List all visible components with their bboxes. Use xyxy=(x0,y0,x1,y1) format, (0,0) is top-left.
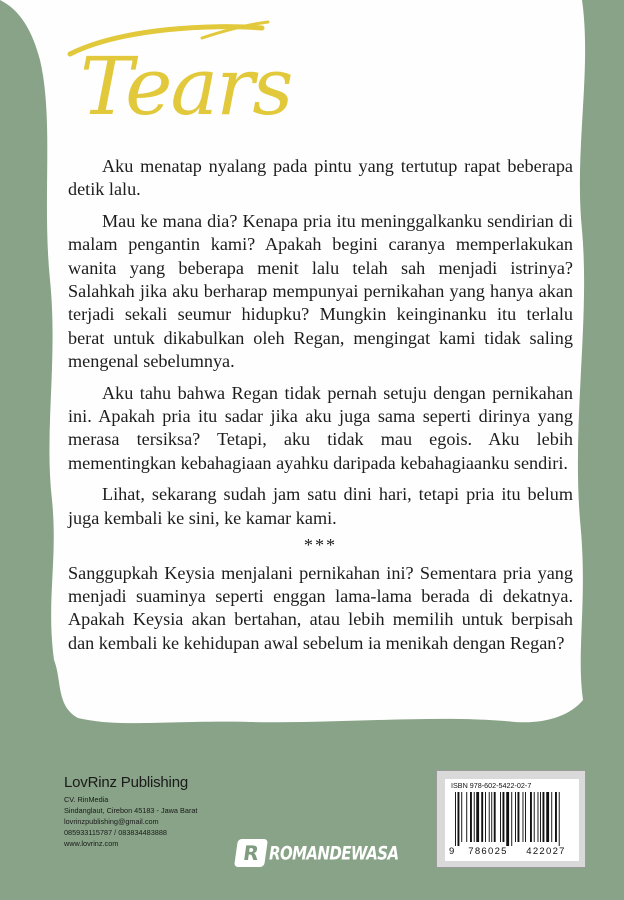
barcode-bar xyxy=(530,792,532,842)
barcode-bar xyxy=(489,792,490,842)
isbn-digit-group-left: 786025 xyxy=(468,846,508,857)
barcode-bar xyxy=(551,792,552,842)
barcode-bar xyxy=(543,792,545,842)
book-title-logo xyxy=(62,14,322,134)
barcode-bar xyxy=(466,792,467,842)
barcode-bar xyxy=(555,792,557,842)
isbn-digit-group-right: 422027 xyxy=(526,846,566,857)
blurb-paragraph: Aku tahu bahwa Regan tidak pernah setuju dengan pernikahan ini. Apakah pria itu sadar jika aku juga sama seperti dirinya yang merasa tersiksa? Tetapi, aku tidak mau egois. Aku lebih mementingkan kebahagiaan ayahku daripada kebahagiaanku sendiri. xyxy=(68,382,573,473)
blurb-paragraph: Mau ke mana dia? Kenapa pria itu meninggalkanku sendirian di malam pengantin kami? Apakah begini caranya memperlakukan wanita yang beberapa menit lalu telah sah menjadi istrinya? Salahkah jika aku berharap mempunyai pernikahan yang hanya akan terjadi sekali seumur hidupku? Mungkin keinginanku itu terlalu berat untuk dikabulkan oleh Regan, mengingat kami tidak saling mengenal sebelumnya. xyxy=(68,210,573,372)
barcode-bar xyxy=(458,792,460,846)
blurb-paragraph: Lihat, sekarang sudah jam satu dini hari, tetapi pria itu belum juga kembali ke sini, ke kamar kami. xyxy=(68,484,573,528)
publisher-name: LovRinz Publishing xyxy=(64,774,188,791)
barcode-bar xyxy=(485,792,486,842)
barcode-bar xyxy=(481,792,483,842)
imprint-logo xyxy=(236,839,399,867)
barcode-bar xyxy=(491,792,492,842)
publisher-email: lovrinzpublishing@gmail.com xyxy=(64,817,159,826)
barcode-bar xyxy=(515,792,516,842)
barcode-bar xyxy=(461,792,462,842)
isbn-label: ISBN 978-602-5422-02-7 xyxy=(451,781,532,790)
back-cover-blurb xyxy=(68,155,573,663)
barcode-bar xyxy=(506,792,509,846)
barcode-bar xyxy=(455,792,456,846)
barcode-bar xyxy=(559,792,560,846)
barcode-bar xyxy=(500,792,501,842)
blurb-paragraph: Aku menatap nyalang pada pintu yang tertutup rapat beberapa detik lalu. xyxy=(68,156,573,200)
publisher-address: Sindanglaut, Cirebon 45183 - Jawa Barat xyxy=(64,806,198,815)
isbn-barcode-panel xyxy=(445,779,579,861)
imprint-mark-icon: R xyxy=(234,839,268,867)
barcode-bar xyxy=(494,792,496,842)
barcode-bar xyxy=(546,792,549,842)
imprint-wordmark: ROMANDEWASA xyxy=(269,841,399,865)
barcode-bar xyxy=(523,792,524,842)
barcode-bar xyxy=(525,792,526,842)
publisher-website: www.lovrinz.com xyxy=(64,839,119,848)
barcode-bar xyxy=(534,792,535,842)
isbn-digits xyxy=(449,846,579,857)
barcode-bar xyxy=(474,792,475,842)
isbn-digit-lead: 9 xyxy=(449,846,455,857)
barcode-bar xyxy=(511,792,512,846)
barcode-bar xyxy=(476,792,479,842)
publisher-phone: 085933115787 / 083834483888 xyxy=(64,828,167,837)
publisher-info xyxy=(64,774,197,849)
isbn-barcode-box xyxy=(436,770,586,868)
publisher-company: CV. RinMedia xyxy=(64,795,109,804)
synopsis-paragraph: Sanggupkah Keysia menjalani pernikahan ini? Sementara pria yang menjadi suaminya seperti enggan lama-lama berada di dekatnya. Apakah Keysia akan bertahan, atau lebih memilih untuk berpisah dan kembali ke kehidupan awal sebelum ia menikah dengan Regan? xyxy=(68,562,573,653)
barcode-bar xyxy=(540,792,541,842)
title-text: Tears xyxy=(80,40,292,133)
barcode-bar xyxy=(518,792,520,842)
barcode-bar xyxy=(470,792,472,842)
barcode-bar xyxy=(503,792,505,842)
section-separator: *** xyxy=(303,535,338,556)
barcode-graphic xyxy=(455,792,573,846)
barcode-bar xyxy=(538,792,539,842)
